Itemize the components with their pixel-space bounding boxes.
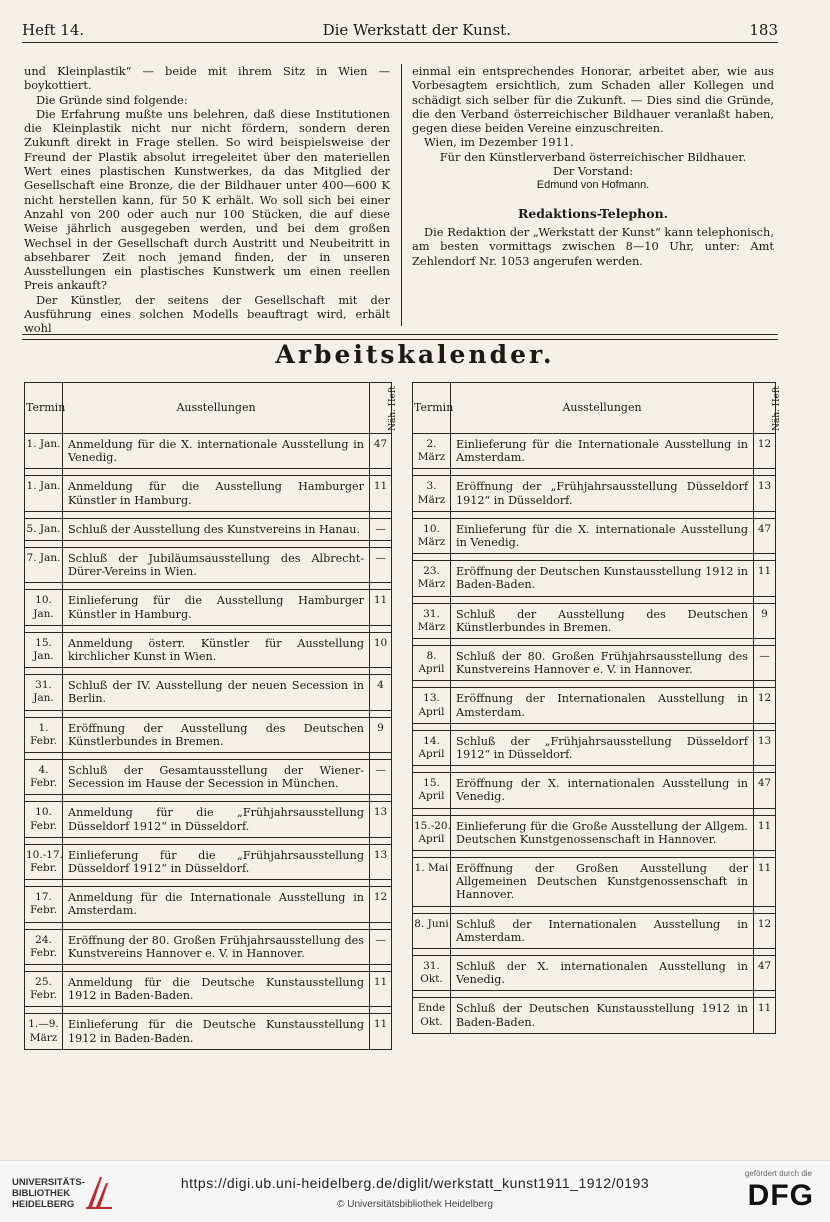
- exhibition-cell: Anmeldung für die „Frühjahrsausstellung Düsseldorf 1912“ in Düsseldorf.: [63, 802, 370, 837]
- exhibition-cell: Anmeldung für die X. internationale Ausstellung in Venedig.: [63, 434, 370, 469]
- heft-cell: 11: [754, 561, 776, 596]
- exhibition-cell: Anmeldung für die Deutsche Kunstausstellung 1912 in Baden-Baden.: [63, 972, 370, 1007]
- calendar-table-right: [412, 382, 782, 1034]
- heft-cell: 11: [754, 998, 776, 1033]
- row-spacer: [25, 795, 392, 802]
- date-cell: 1. Mai: [413, 858, 451, 907]
- date-cell: 24. Febr.: [25, 929, 63, 964]
- left-text-column: [24, 64, 390, 336]
- exhibition-cell: Schluß der X. internationalen Ausstellung in Venedig.: [451, 956, 754, 991]
- table-row: [413, 476, 776, 511]
- date-cell: 2. März: [413, 434, 451, 469]
- paragraph: Der Künstler, der seitens der Gesellschaft mit der Ausführung eines solchen Modells beauftragt wird, erhält wohl: [24, 292, 390, 336]
- table-row: [413, 730, 776, 765]
- row-spacer: [413, 949, 776, 956]
- row-spacer: [25, 753, 392, 760]
- date-cell: 8. April: [413, 646, 451, 681]
- heft-cell: 47: [754, 773, 776, 808]
- heft-cell: 9: [370, 717, 392, 752]
- row-spacer: [25, 668, 392, 675]
- table-row: [25, 844, 392, 879]
- heft-cell: —: [370, 518, 392, 540]
- signature: Edmund von Hofmann.: [536, 179, 650, 192]
- heft-cell: 12: [754, 913, 776, 948]
- row-spacer: [25, 541, 392, 548]
- row-spacer: [25, 837, 392, 844]
- table-row: [25, 802, 392, 837]
- copyright: © Universitätsbibliothek Heidelberg: [337, 1199, 493, 1210]
- date-cell: 1.—9. März: [25, 1014, 63, 1049]
- date-cell: 15.-20. April: [413, 815, 451, 850]
- date-cell: 10. Jan.: [25, 590, 63, 625]
- paragraph: Die Gründe sind folgende:: [36, 92, 188, 107]
- issue-number: Heft 14.: [22, 21, 85, 39]
- heft-cell: —: [370, 929, 392, 964]
- exhibition-cell: Schluß der Internationalen Ausstellung in Amsterdam.: [451, 913, 754, 948]
- table-row: [25, 434, 392, 469]
- heft-cell: —: [370, 760, 392, 795]
- heft-cell: 11: [754, 815, 776, 850]
- date-cell: 15. April: [413, 773, 451, 808]
- heft-cell: 13: [370, 844, 392, 879]
- table-row: [413, 434, 776, 469]
- row-spacer: [25, 583, 392, 590]
- heft-cell: 11: [370, 590, 392, 625]
- heft-cell: 47: [370, 434, 392, 469]
- heft-cell: 47: [754, 956, 776, 991]
- row-spacer: [413, 808, 776, 815]
- redaktion-heading: Redaktions-Telephon.: [517, 205, 669, 221]
- exhibition-cell: Anmeldung österr. Künstler für Ausstellung kirchlicher Kunst in Wien.: [63, 632, 370, 667]
- column-divider: [401, 64, 402, 326]
- calendar-heading: Arbeitskalender.: [275, 340, 555, 369]
- right-text-column: [412, 64, 774, 268]
- heft-cell: 13: [370, 802, 392, 837]
- exhibition-cell: Einlieferung für die Internationale Ausstellung in Amsterdam.: [451, 434, 754, 469]
- row-spacer: [413, 554, 776, 561]
- viewer-footer: [0, 1160, 830, 1222]
- table-row: [25, 887, 392, 922]
- exhibition-cell: Eröffnung der „Frühjahrsausstellung Düsseldorf 1912“ in Düsseldorf.: [451, 476, 754, 511]
- row-spacer: [25, 880, 392, 887]
- date-cell: 13. April: [413, 688, 451, 723]
- heft-cell: —: [370, 548, 392, 583]
- heft-cell: 9: [754, 603, 776, 638]
- journal-title: Die Werkstatt der Kunst.: [322, 21, 511, 39]
- row-spacer: [413, 469, 776, 476]
- exhibition-cell: Eröffnung der Deutschen Kunstausstellung 1912 in Baden-Baden.: [451, 561, 754, 596]
- table-row: [413, 773, 776, 808]
- heft-cell: 47: [754, 518, 776, 553]
- table-row: [413, 688, 776, 723]
- heft-header: Näh. Heft: [370, 383, 392, 434]
- dateline: Wien, im Dezember 1911.: [424, 135, 574, 150]
- date-cell: 10.-17. Febr.: [25, 844, 63, 879]
- table-row: [25, 476, 392, 511]
- date-cell: 25. Febr.: [25, 972, 63, 1007]
- heft-cell: 12: [754, 688, 776, 723]
- page-url-link[interactable]: https://digi.ub.uni-heidelberg.de/diglit/werkstatt_kunst1911_1912/0193: [180, 1175, 650, 1191]
- heft-cell: —: [754, 646, 776, 681]
- row-spacer: [413, 681, 776, 688]
- exhibition-cell: Eröffnung der 80. Großen Frühjahrsausstellung des Kunstvereins Hannover e. V. in Hannover.: [63, 929, 370, 964]
- row-spacer: [413, 723, 776, 730]
- funding-label: gefördert durch die: [744, 1169, 812, 1178]
- exhibition-cell: Einlieferung für die X. internationale Ausstellung in Venedig.: [451, 518, 754, 553]
- table-row: [25, 518, 392, 540]
- table-row: [413, 913, 776, 948]
- table-row: [25, 929, 392, 964]
- row-spacer: [413, 511, 776, 518]
- row-spacer: [25, 511, 392, 518]
- exhibition-cell: Eröffnung der X. internationalen Ausstellung in Venedig.: [451, 773, 754, 808]
- heft-cell: 11: [370, 476, 392, 511]
- organization: Für den Künstlerverband österreichischer Bildhauer.: [439, 149, 747, 164]
- exhibition-cell: Schluß der Gesamtausstellung der Wiener-Secession im Hause der Secession in München.: [63, 760, 370, 795]
- table-row: [413, 518, 776, 553]
- table-row: [25, 548, 392, 583]
- exhibition-cell: Schluß der Ausstellung des Deutschen Künstlerbundes in Bremen.: [451, 603, 754, 638]
- ausstellungen-header: Ausstellungen: [451, 383, 754, 434]
- heft-cell: 13: [754, 476, 776, 511]
- page-header: [22, 20, 778, 43]
- page-number: 183: [749, 21, 778, 39]
- date-cell: 31. Jan.: [25, 675, 63, 710]
- table-row: [413, 956, 776, 991]
- heft-cell: 4: [370, 675, 392, 710]
- date-cell: 31. März: [413, 603, 451, 638]
- board-label: Der Vorstand:: [552, 164, 634, 179]
- exhibition-cell: Schluß der Jubiläumsausstellung des Albrecht-Dürer-Vereins in Wien.: [63, 548, 370, 583]
- exhibition-cell: Anmeldung für die Internationale Ausstellung in Amsterdam.: [63, 887, 370, 922]
- table-row: [25, 717, 392, 752]
- exhibition-cell: Einlieferung für die Ausstellung Hamburger Künstler in Hamburg.: [63, 590, 370, 625]
- exhibition-cell: Eröffnung der Ausstellung des Deutschen Künstlerbundes in Bremen.: [63, 717, 370, 752]
- row-spacer: [25, 965, 392, 972]
- date-cell: 7. Jan.: [25, 548, 63, 583]
- exhibition-cell: Einlieferung für die „Frühjahrsausstellung Düsseldorf 1912“ in Düsseldorf.: [63, 844, 370, 879]
- row-spacer: [413, 991, 776, 998]
- exhibition-cell: Schluß der 80. Großen Frühjahrsausstellung des Kunstvereins Hannover e. V. in Hannover.: [451, 646, 754, 681]
- table-row: [413, 998, 776, 1033]
- dfg-logo: DFG: [747, 1179, 814, 1212]
- row-spacer: [413, 596, 776, 603]
- row-spacer: [25, 469, 392, 476]
- table-row: [25, 972, 392, 1007]
- date-cell: 31. Okt.: [413, 956, 451, 991]
- row-spacer: [25, 710, 392, 717]
- exhibition-cell: Eröffnung der Großen Ausstellung der Allgemeinen Deutschen Kunstgenossenschaft in Hannover.: [451, 858, 754, 907]
- table-row: [413, 646, 776, 681]
- calendar-table-left: [24, 382, 398, 1050]
- date-cell: 23. März: [413, 561, 451, 596]
- library-logo-text: UNIVERSITÄTS- BIBLIOTHEK HEIDELBERG: [12, 1177, 85, 1210]
- ausstellungen-header: Ausstellungen: [63, 383, 370, 434]
- table-row: [25, 632, 392, 667]
- row-spacer: [413, 851, 776, 858]
- row-spacer: [413, 766, 776, 773]
- date-cell: 8. Juni: [413, 913, 451, 948]
- row-spacer: [413, 639, 776, 646]
- paragraph: einmal ein entsprechendes Honorar, arbeitet aber, wie aus Vorbesagtem ersichtlich, zum Schaden aller Kollegen und schädigt sich selber für die Zukunft. — Dies sind die Gründe, die den Verband österreichischer Bildhauer veranlaßt haben, gegen diese beiden Vereine einzuschreiten.: [412, 64, 774, 136]
- heft-cell: 11: [754, 858, 776, 907]
- heft-cell: 13: [754, 730, 776, 765]
- table-row: [25, 760, 392, 795]
- paragraph: Die Erfahrung mußte uns belehren, daß diese Institutionen die Kleinplastik nicht nur nicht fördern, sondern deren Zukunft direkt in Frage stellen. So wird beispielsweise der Freund der Plastik absolut irregeleitet über den materiellen Wert eines plastischen Kunstwerkes, da das Mitglied der Gesellschaft eine Bronze, die der Bildhauer unter 400—600 K nicht herstellen kann, für 50 K erhält. Wo soll sich bei einer Anzahl von 200 oder auch nur 100 Stücken, die auf diese Weise jährlich ausgegeben werden, und bei dem großen Wechsel in der Gesellschaft durch Austritt und Neubeitritt in absehbarer Zeit noch jemand finden, der in unseren Ausstellungen ein plastisches Kunstwerk um einen reellen Preis ankauft?: [24, 106, 390, 293]
- heft-cell: 12: [370, 887, 392, 922]
- table-row: [413, 561, 776, 596]
- exhibition-cell: Schluß der „Frühjahrsausstellung Düsseldorf 1912“ in Düsseldorf.: [451, 730, 754, 765]
- redaktion-text: Die Redaktion der „Werkstatt der Kunst“ kann telephonisch, am besten vormittags zwischen 8—10 Uhr, unter: Amt Zehlendorf Nr. 1053 angerufen werden.: [412, 224, 774, 268]
- date-cell: 5. Jan.: [25, 518, 63, 540]
- row-spacer: [413, 906, 776, 913]
- row-spacer: [25, 922, 392, 929]
- date-cell: 1. Febr.: [25, 717, 63, 752]
- date-cell: 17. Febr.: [25, 887, 63, 922]
- heft-cell: 10: [370, 632, 392, 667]
- date-cell: Ende Okt.: [413, 998, 451, 1033]
- exhibition-cell: Eröffnung der Internationalen Ausstellung in Amsterdam.: [451, 688, 754, 723]
- heft-cell: 11: [370, 1014, 392, 1049]
- heft-cell: 11: [370, 972, 392, 1007]
- exhibition-cell: Schluß der Deutschen Kunstausstellung 1912 in Baden-Baden.: [451, 998, 754, 1033]
- date-cell: 14. April: [413, 730, 451, 765]
- table-row: [413, 815, 776, 850]
- exhibition-cell: Schluß der Ausstellung des Kunstvereins in Hanau.: [63, 518, 370, 540]
- date-cell: 4. Febr.: [25, 760, 63, 795]
- exhibition-cell: Einlieferung für die Deutsche Kunstausstellung 1912 in Baden-Baden.: [63, 1014, 370, 1049]
- heft-cell: 12: [754, 434, 776, 469]
- table-row: [413, 858, 776, 907]
- paragraph: und Kleinplastik“ — beide mit ihrem Sitz in Wien — boykottiert.: [24, 64, 390, 93]
- heft-header: Näh. Heft: [754, 383, 776, 434]
- date-cell: 10. März: [413, 518, 451, 553]
- row-spacer: [25, 1007, 392, 1014]
- date-cell: 1. Jan.: [25, 434, 63, 469]
- exhibition-cell: Schluß der IV. Ausstellung der neuen Secession in Berlin.: [63, 675, 370, 710]
- row-spacer: [25, 625, 392, 632]
- termin-header: Termin: [413, 383, 451, 434]
- table-row: [25, 1014, 392, 1049]
- date-cell: 10. Febr.: [25, 802, 63, 837]
- table-row: [25, 675, 392, 710]
- exhibition-cell: Anmeldung für die Ausstellung Hamburger Künstler in Hamburg.: [63, 476, 370, 511]
- termin-header: Termin: [25, 383, 63, 434]
- table-row: [413, 603, 776, 638]
- exhibition-cell: Einlieferung für die Große Ausstellung der Allgem. Deutschen Kunstgenossenschaft in Hannover.: [451, 815, 754, 850]
- date-cell: 3. März: [413, 476, 451, 511]
- date-cell: 1. Jan.: [25, 476, 63, 511]
- table-row: [25, 590, 392, 625]
- date-cell: 15. Jan.: [25, 632, 63, 667]
